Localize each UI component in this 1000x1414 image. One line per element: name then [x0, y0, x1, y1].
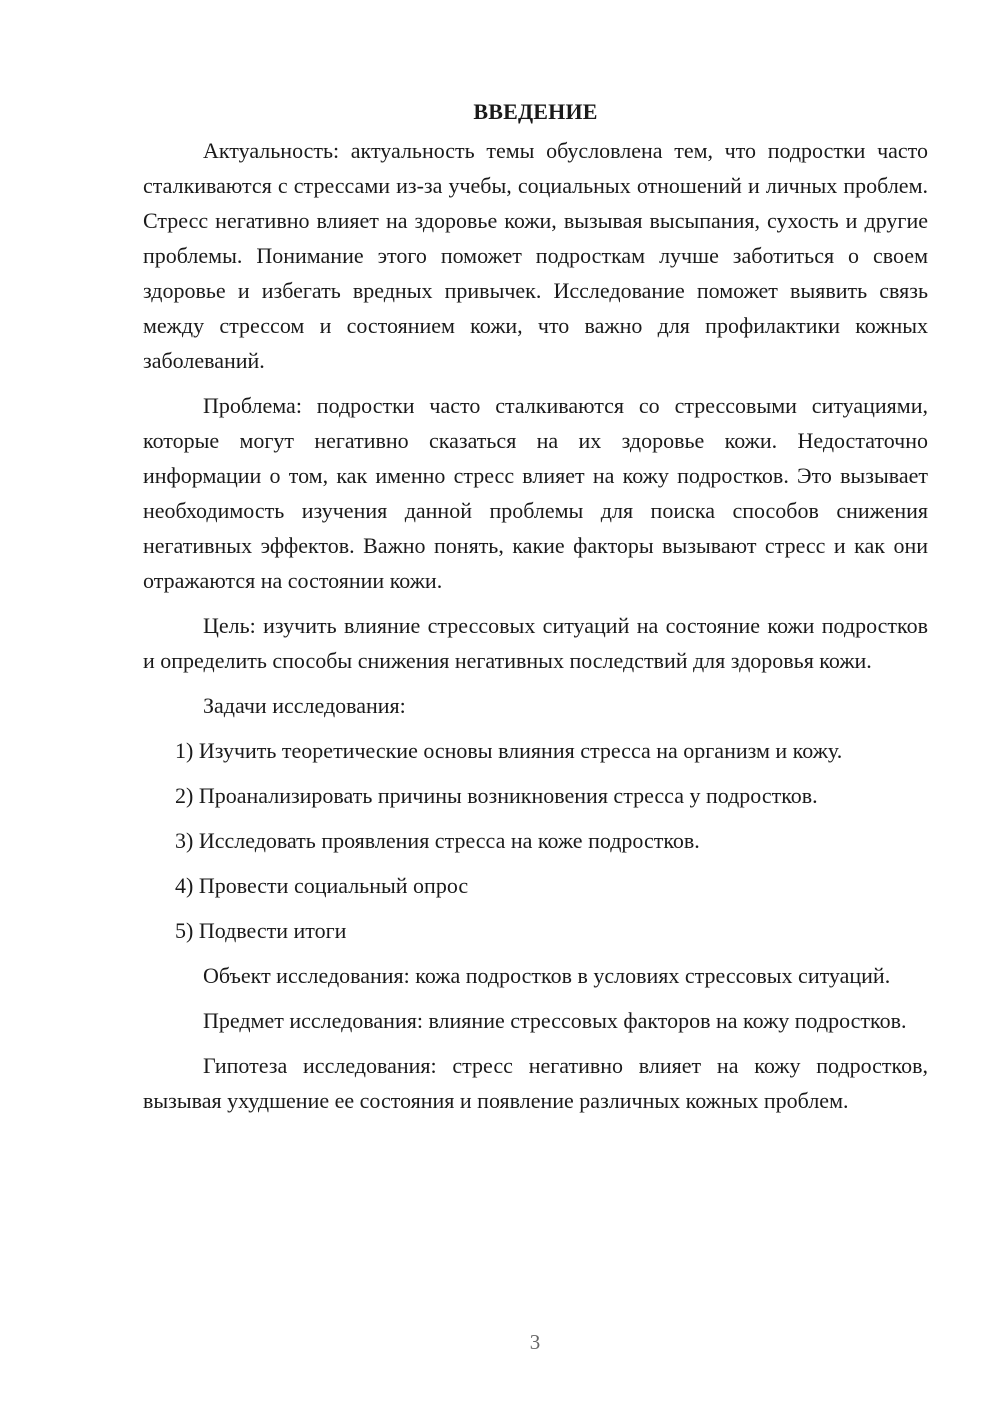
object-paragraph: Объект исследования: кожа подростков в условиях стрессовых ситуаций. [203, 963, 891, 988]
page-content [143, 94, 928, 1128]
page-number: 3 [529, 1330, 541, 1354]
tasks-list [143, 733, 928, 948]
goal-paragraph: Цель: изучить влияние стрессовых ситуаций на состояние кожи подростков и определить способы снижения негативных последствий для здоровья кожи. [143, 613, 928, 673]
problem-paragraph: Проблема: подростки часто сталкиваются со стрессовыми ситуациями, которые могут негативно сказаться на их здоровье кожи. Недостаточно информации о том, как именно стресс влияет на кожу подростков. Это вызывает необходимость изучения данной проблемы для поиска способов снижения негативных эффектов. Важно понять, какие факторы вызывают стресс и как они отражаются на состоянии кожи. [143, 393, 928, 593]
task-item: 5) Подвести итоги [175, 918, 347, 943]
relevance-paragraph: Актуальность: актуальность темы обусловлена тем, что подростки часто сталкиваются с стрессами из-за учебы, социальных отношений и личных проблем. Стресс негативно влияет на здоровье кожи, вызывая высыпания, сухость и другие проблемы. Понимание этого поможет подросткам лучше заботиться о своем здоровье и избегать вредных привычек. Исследование поможет выявить связь между стрессом и состоянием кожи, что важно для профилактики кожных заболеваний. [143, 138, 928, 373]
task-item: 1) Изучить теоретические основы влияния стресса на организм и кожу. [175, 738, 843, 763]
task-item: 3) Исследовать проявления стресса на коже подростков. [175, 828, 700, 853]
tasks-heading: Задачи исследования: [203, 693, 406, 718]
page-title: ВВЕДЕНИЕ [473, 99, 598, 124]
subject-paragraph: Предмет исследования: влияние стрессовых факторов на кожу подростков. [203, 1008, 907, 1033]
hypothesis-paragraph: Гипотеза исследования: стресс негативно влияет на кожу подростков, вызывая ухудшение ее состояния и появление различных кожных проблем. [143, 1053, 928, 1113]
task-item: 4) Провести социальный опрос [175, 873, 469, 898]
task-item: 2) Проанализировать причины возникновения стресса у подростков. [175, 783, 818, 808]
